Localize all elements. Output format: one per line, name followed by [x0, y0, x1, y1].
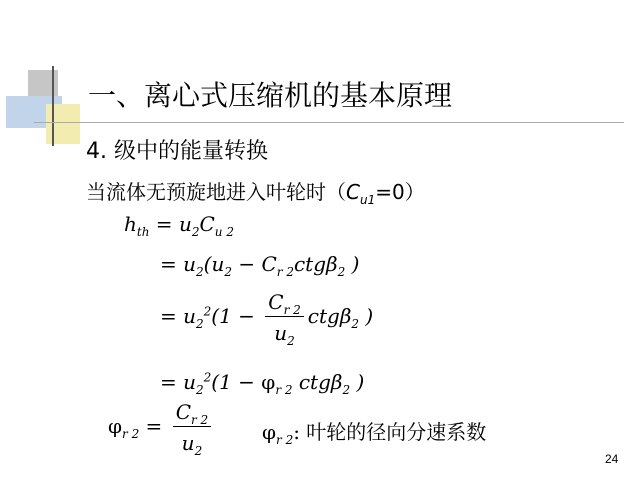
condition-variable: $C_{u1}$ [346, 180, 376, 207]
condition-suffix: =0） [375, 180, 425, 204]
equation-2: = $u_2(u_2 - C_{r 2}ctg\beta_2$ ) [160, 252, 360, 279]
section-heading: 4. 级中的能量转换 [86, 139, 268, 164]
page-number: 24 [605, 452, 619, 466]
phi-definition: $\varphi_{r 2}$ = $\frac{C_{r 2}}{u_2}$ [108, 400, 215, 455]
condition-text [86, 178, 425, 214]
phi-description: $\varphi_{r 2}$: 叶轮的径向分速系数 [262, 420, 487, 447]
deco-horizontal-line [34, 122, 624, 123]
deco-vertical-line [52, 66, 54, 146]
condition-prefix: 当流体无预旋地进入叶轮时（ [86, 180, 346, 204]
equation-3: = $u_2^2(1$ − $\frac{C_{r 2}}{u_2}$ ctgβ$_2$ ) [160, 290, 374, 348]
equation-1: $h_{th} = u_2C_{u 2}$ [124, 212, 234, 239]
fraction-def: $\frac{C_{r 2}}{u_2}$ [173, 400, 212, 455]
equation-4: = $u_2^2(1 - \varphi_{r 2}$ ctgβ$_2$ ) [160, 370, 365, 397]
slide-title: 一、离心式压缩机的基本原理 [88, 79, 453, 112]
fraction-cr2-over-u2: $\frac{C_{r 2}}{u_2}$ [265, 290, 304, 345]
